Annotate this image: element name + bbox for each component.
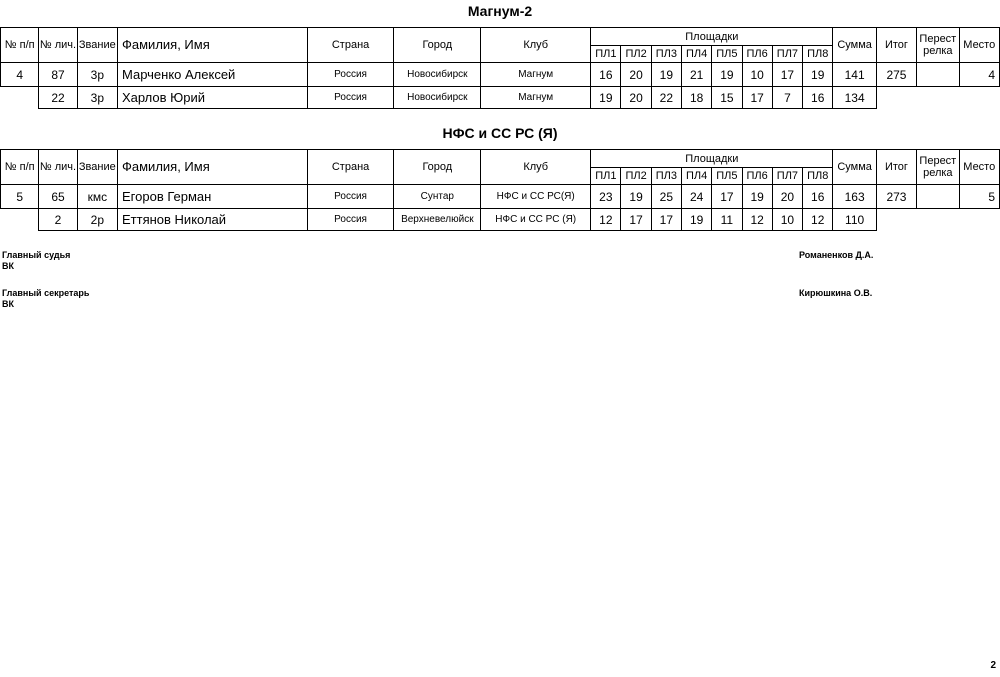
score: 16 [591, 63, 621, 87]
header-pl3: ПЛ3 [651, 46, 681, 63]
header-country: Страна [307, 150, 394, 185]
score: 17 [621, 209, 651, 231]
member-lic: 22 [39, 87, 77, 109]
member-name: Егоров Герман [118, 185, 308, 209]
score: 16 [803, 87, 833, 109]
header-sum: Сумма [833, 28, 876, 63]
header-pl6: ПЛ6 [742, 168, 772, 185]
header-num: № п/п [1, 28, 39, 63]
score: 16 [803, 185, 833, 209]
score: 10 [772, 209, 802, 231]
header-pl2: ПЛ2 [621, 46, 651, 63]
score: 20 [621, 63, 651, 87]
score: 7 [772, 87, 802, 109]
member-club: Магнум [481, 87, 591, 109]
header-pl7: ПЛ7 [772, 46, 802, 63]
member-country: Россия [307, 209, 394, 231]
team-title: НФС и СС РС (Я) [442, 125, 558, 141]
table-row [1, 63, 1000, 87]
score: 20 [621, 87, 651, 109]
header-reshoot: Перест релка [917, 28, 959, 63]
score: 19 [742, 185, 772, 209]
header-lic: № лич. [39, 28, 77, 63]
member-lic: 65 [39, 185, 77, 209]
score: 12 [591, 209, 621, 231]
member-club: НФС и СС РС (Я) [481, 209, 591, 231]
team-num: 5 [1, 185, 39, 209]
score: 12 [803, 209, 833, 231]
member-name: Еттянов Николай [118, 209, 308, 231]
header-city: Город [394, 28, 481, 63]
header-city: Город [394, 150, 481, 185]
table-row [1, 87, 1000, 109]
header-club: Клуб [481, 28, 591, 63]
member-rank: 3р [77, 63, 117, 87]
score: 17 [742, 87, 772, 109]
member-city: Сунтар [394, 185, 481, 209]
table-row [1, 209, 1000, 231]
score: 12 [742, 209, 772, 231]
header-reshoot: Перест релка [917, 150, 959, 185]
member-name: Марченко Алексей [118, 63, 308, 87]
judge-category: ВК [2, 261, 14, 271]
member-city: Новосибирск [394, 87, 481, 109]
results-table-team-1 [0, 27, 1000, 109]
score: 21 [681, 63, 711, 87]
team-reshoot [917, 63, 959, 87]
secretary-title: Главный секретарь [2, 288, 90, 298]
member-city: Новосибирск [394, 63, 481, 87]
score: 11 [712, 209, 742, 231]
judge-name: Романенков Д.А. [799, 250, 874, 260]
results-table-team-2 [0, 149, 1000, 231]
team-total: 275 [876, 63, 916, 87]
header-pl4: ПЛ4 [681, 168, 711, 185]
member-lic: 2 [39, 209, 77, 231]
member-sum: 110 [833, 209, 876, 231]
secretary-block [2, 288, 89, 310]
member-club: Магнум [481, 63, 591, 87]
team-place: 5 [959, 185, 999, 209]
header-country: Страна [307, 28, 394, 63]
team-reshoot [917, 185, 959, 209]
header-rank: Звание [77, 150, 117, 185]
team-place: 4 [959, 63, 999, 87]
team-title: Магнум-2 [467, 3, 533, 19]
header-name: Фамилия, Имя [118, 28, 308, 63]
score: 23 [591, 185, 621, 209]
header-lic: № лич. [39, 150, 77, 185]
header-pl6: ПЛ6 [742, 46, 772, 63]
score: 19 [651, 63, 681, 87]
member-rank: кмс [77, 185, 117, 209]
header-place: Место [959, 28, 999, 63]
score: 19 [621, 185, 651, 209]
member-lic: 87 [39, 63, 77, 87]
member-rank: 2р [77, 209, 117, 231]
secretary-category: ВК [2, 299, 14, 309]
header-pl1: ПЛ1 [591, 168, 621, 185]
member-sum: 141 [833, 63, 876, 87]
header-rank: Звание [77, 28, 117, 63]
header-pl3: ПЛ3 [651, 168, 681, 185]
score: 10 [742, 63, 772, 87]
judge-title: Главный судья [2, 250, 71, 260]
member-sum: 134 [833, 87, 876, 109]
member-country: Россия [307, 63, 394, 87]
member-club: НФС и СС РС(Я) [481, 185, 591, 209]
score: 19 [803, 63, 833, 87]
header-pl8: ПЛ8 [803, 46, 833, 63]
score: 19 [591, 87, 621, 109]
member-country: Россия [307, 87, 394, 109]
header-pl5: ПЛ5 [712, 168, 742, 185]
score: 20 [772, 185, 802, 209]
score: 22 [651, 87, 681, 109]
header-sum: Сумма [833, 150, 876, 185]
score: 19 [681, 209, 711, 231]
score: 18 [681, 87, 711, 109]
member-city: Верхневелюйск [394, 209, 481, 231]
secretary-name: Кирюшкина О.В. [799, 288, 873, 298]
member-rank: 3р [77, 87, 117, 109]
score: 15 [712, 87, 742, 109]
score: 17 [772, 63, 802, 87]
header-pl2: ПЛ2 [621, 168, 651, 185]
member-name: Харлов Юрий [118, 87, 308, 109]
score: 17 [712, 185, 742, 209]
header-club: Клуб [481, 150, 591, 185]
member-sum: 163 [833, 185, 876, 209]
header-name: Фамилия, Имя [118, 150, 308, 185]
header-pl5: ПЛ5 [712, 46, 742, 63]
table-row [1, 185, 1000, 209]
member-country: Россия [307, 185, 394, 209]
score: 19 [712, 63, 742, 87]
header-total: Итог [876, 28, 916, 63]
team-num: 4 [1, 63, 39, 87]
header-areas: Площадки [591, 150, 833, 168]
header-place: Место [959, 150, 999, 185]
header-total: Итог [876, 150, 916, 185]
header-pl7: ПЛ7 [772, 168, 802, 185]
header-pl4: ПЛ4 [681, 46, 711, 63]
header-pl8: ПЛ8 [803, 168, 833, 185]
header-pl1: ПЛ1 [591, 46, 621, 63]
team-total: 273 [876, 185, 916, 209]
page-number: 2 [990, 660, 996, 671]
header-num: № п/п [1, 150, 39, 185]
score: 24 [681, 185, 711, 209]
judge-block [2, 250, 70, 272]
score: 17 [651, 209, 681, 231]
header-areas: Площадки [591, 28, 833, 46]
score: 25 [651, 185, 681, 209]
